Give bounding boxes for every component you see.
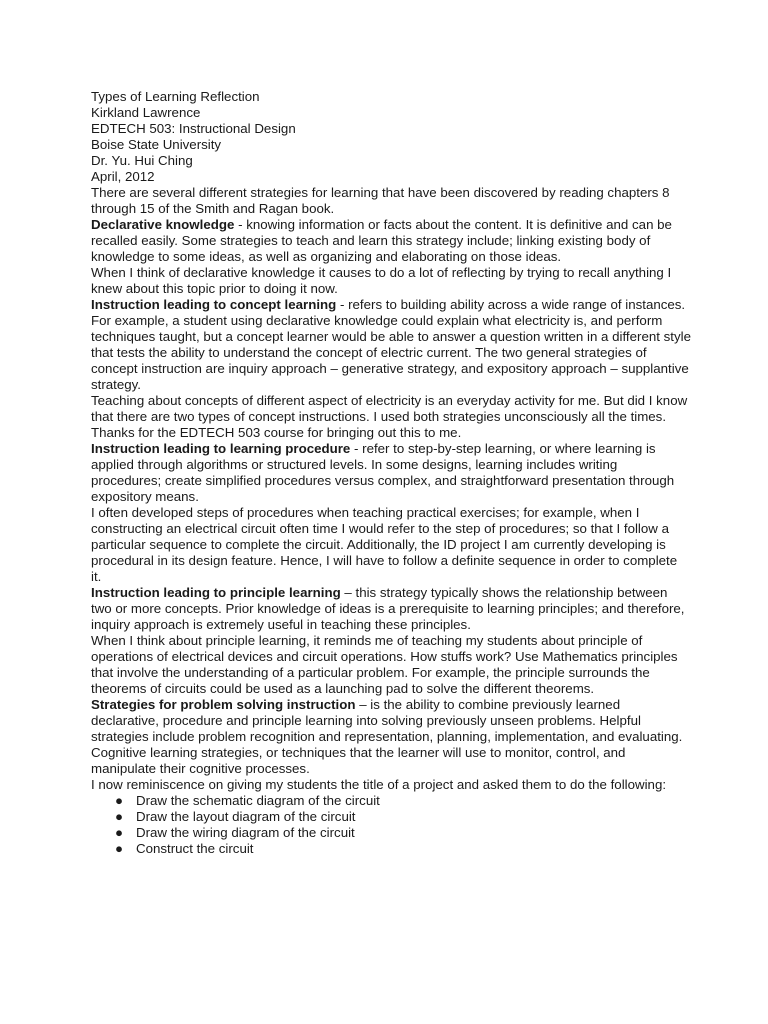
section-definition [91, 297, 691, 393]
bullet-icon: ● [115, 793, 124, 808]
list-item-text: Construct the circuit [136, 841, 254, 856]
section-definition-text: - refers to building ability across a wide range of instances. For example, a student using declarative knowledge could explain what electricity is, and perform techniques taught, but a concept learner would be able to answer a question written in a different style that tests the ability to understand the concept of electric current. The two general strategies of concept instruction are inquiry approach – generative strategy, and expository approach – supplantive strategy. [91, 297, 691, 392]
section-reflection: I often developed steps of procedures when teaching practical exercises; for example, when I constructing an electrical circuit often time I would refer to the step of procedures; so that I follow a particular sequence to complete the circuit. Additionally, the ID project I am currently developing is procedural in its design feature. Hence, I will have to follow a definite sequence in order to complete it. [91, 505, 678, 584]
section-reflection: When I think about principle learning, it reminds me of teaching my students about principle of operations of electrical devices and circuit operations. How stuffs work? Use Mathematics principles that involve the understanding of a particular problem. For example, the principle surrounds the theorems of circuits could be used as a launching pad to solve the different theorems. [91, 633, 678, 696]
course-name: EDTECH 503: Instructional Design [91, 121, 296, 136]
list-item [115, 841, 691, 857]
section-heading: Instruction leading to concept learning [91, 297, 337, 312]
section-heading: Declarative knowledge [91, 217, 235, 232]
section-definition-text: - refer to step-by-step learning, or where learning is applied through algorithms or structured levels. In some designs, learning includes writing procedures; create simplified procedures versus complex, and straightforward presentation through expository means. [91, 441, 675, 504]
section-heading: Instruction leading to principle learning [91, 585, 341, 600]
section-heading: Strategies for problem solving instruction [91, 697, 356, 712]
section-definition-text: – is the ability to combine previously learned declarative, procedure and principle learning into solving previously unseen problems. Helpful strategies include problem recognition and representation, planning, implementation, and evaluating. Cognitive learning strategies, or techniques that the learner will use to monitor, control, and manipulate their cognitive processes. [91, 697, 683, 776]
task-list [91, 793, 691, 857]
document-date: April, 2012 [91, 169, 155, 184]
list-item [115, 825, 691, 841]
list-item-text: Draw the layout diagram of the circuit [136, 809, 356, 824]
list-item-text: Draw the wiring diagram of the circuit [136, 825, 355, 840]
section-definition [91, 585, 691, 633]
bullet-icon: ● [115, 825, 124, 840]
section-definition [91, 217, 691, 265]
bullet-icon: ● [115, 841, 124, 856]
school-name: Boise State University [91, 137, 222, 152]
bullet-icon: ● [115, 809, 124, 824]
section-reflection: I now reminiscence on giving my students the title of a project and asked them to do the following: [91, 777, 667, 792]
intro-paragraph: There are several different strategies for learning that have been discovered by reading chapters 8 through 15 of the Smith and Ragan book. [91, 185, 670, 216]
instructor-name: Dr. Yu. Hui Ching [91, 153, 193, 168]
section-reflection: When I think of declarative knowledge it causes to do a lot of reflecting by trying to recall anything I knew about this topic prior to doing it now. [91, 265, 672, 296]
document-title: Types of Learning Reflection [91, 89, 260, 104]
section-definition-text: - knowing information or facts about the content. It is definitive and can be recalled easily. Some strategies to teach and learn this strategy include; linking existing body of knowledge to some ideas, as well as organizing and elaborating on those ideas. [91, 217, 672, 264]
section-heading: Instruction leading to learning procedure [91, 441, 351, 456]
section-definition [91, 441, 691, 505]
section-reflection: Teaching about concepts of different aspect of electricity is an everyday activity for me. But did I know that there are two types of concept instructions. I used both strategies unconsciously all the times. Thanks for the EDTECH 503 course for bringing out this to me. [91, 393, 688, 440]
list-item [115, 809, 691, 825]
section-definition-text: – this strategy typically shows the relationship between two or more concepts. Prior knowledge of ideas is a prerequisite to learning principles; and therefore, inquiry approach is extremely useful in teaching these principles. [91, 585, 685, 632]
section-definition [91, 697, 691, 777]
list-item [115, 793, 691, 809]
list-item-text: Draw the schematic diagram of the circuit [136, 793, 380, 808]
document-page [91, 89, 691, 857]
author-name: Kirkland Lawrence [91, 105, 201, 120]
